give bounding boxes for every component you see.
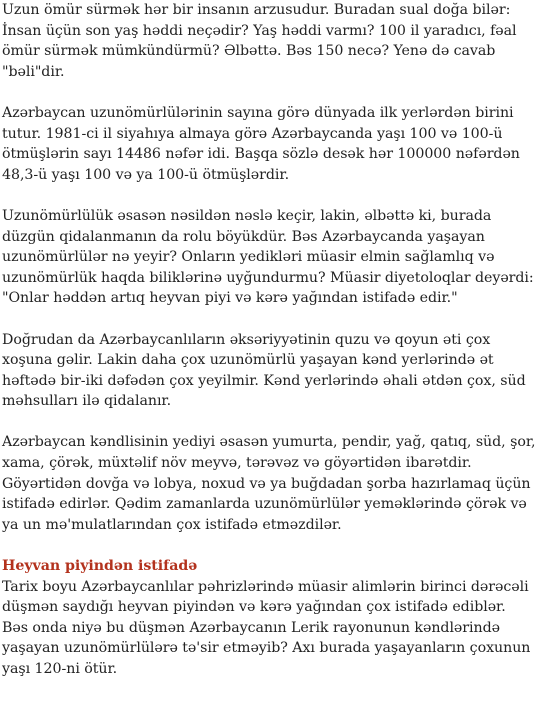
paragraph-animal-fat: Tarix boyu Azərbaycanlılar pəhrizlərində müasir alimlərin birinci dərəcəli düşmən saydığı heyvan piyindən və kərə yağından çox istifadə ediblər. Bəs onda niyə bu düşmən Azərbaycanın Lerik rayonunun kəndlərində yaşayan uzunömürlülərə tə'sir etməyib? Axı burada yaşayanların çoxunun yaşı 120-ni ötür.: [2, 578, 531, 677]
paragraph-village-food: Azərbaycan kəndlisinin yediyi əsasən yumurta, pendir, yağ, qatıq, süd, şor, xama, çörək, müxtəlif növ meyvə, tərəvəz və göyərtidən ibarətdir. Göyərtidən dovğa və lobya, noxud və ya buğdadan şorba hazırlamaq üçün istifadə edirlər. Qədim zamanlarda uzunömürlülər yeməklərində çörək və ya un mə'mulatlarından çox istifadə etməzdilər.: [2, 434, 536, 533]
section-heading: Heyvan piyindən istifadə: [2, 558, 198, 575]
paragraph-meat-consumption: Doğrudan da Azərbaycanlıların əksəriyyətinin quzu və qoyun əti çox xoşuna gəlir. Lakin daha çox uzunömürlü yaşayan kənd yerlərində ət həftədə bir-iki dəfədən çox yeyilmir. Kənd yerlərində əhali ətdən çox, süd məhsulları ilə qidalanır.: [2, 331, 526, 410]
paragraph-intro: Uzun ömür sürmək hər bir insanın arzusudur. Buradan sual doğa bilər: İnsan üçün son yaş həddi neçədir? Yaş həddi varmı? 100 il yaradıcı, fəal ömür sürmək mümkündürmü? Əlbəttə. Bəs 150 necə? Yenə də cavab "bəli"dir.: [2, 2, 517, 80]
paragraph-heredity-diet: Uzunömürlülük əsasən nəsildən nəslə keçir, lakin, əlbəttə ki, burada düzgün qidalanmanın da rolu böyükdür. Bəs Azərbaycanda yaşayan uzunömürlülər nə yeyir? Onların yedikləri müasir elmin sağlamlıq və uzunömürlük haqda biliklərinə uyğundurmu? Müasir diyetoloqlar deyərdi: "Onlar həddən artıq heyvan piyi və kərə yağından istifadə edir.": [2, 207, 534, 307]
paragraph-statistics: Azərbaycan uzunömürlülərinin sayına görə dünyada ilk yerlərdən birini tutur. 1981-ci il siyahıya almaya görə Azərbaycanda yaşı 100 və 100-ü ötmüşlərin sayı 14486 nəfər idi. Başqa sözlə desək hər 100000 nəfərdən 48,3-ü yaşı 100 və ya 100-ü ötmüşlərdir.: [2, 104, 520, 183]
